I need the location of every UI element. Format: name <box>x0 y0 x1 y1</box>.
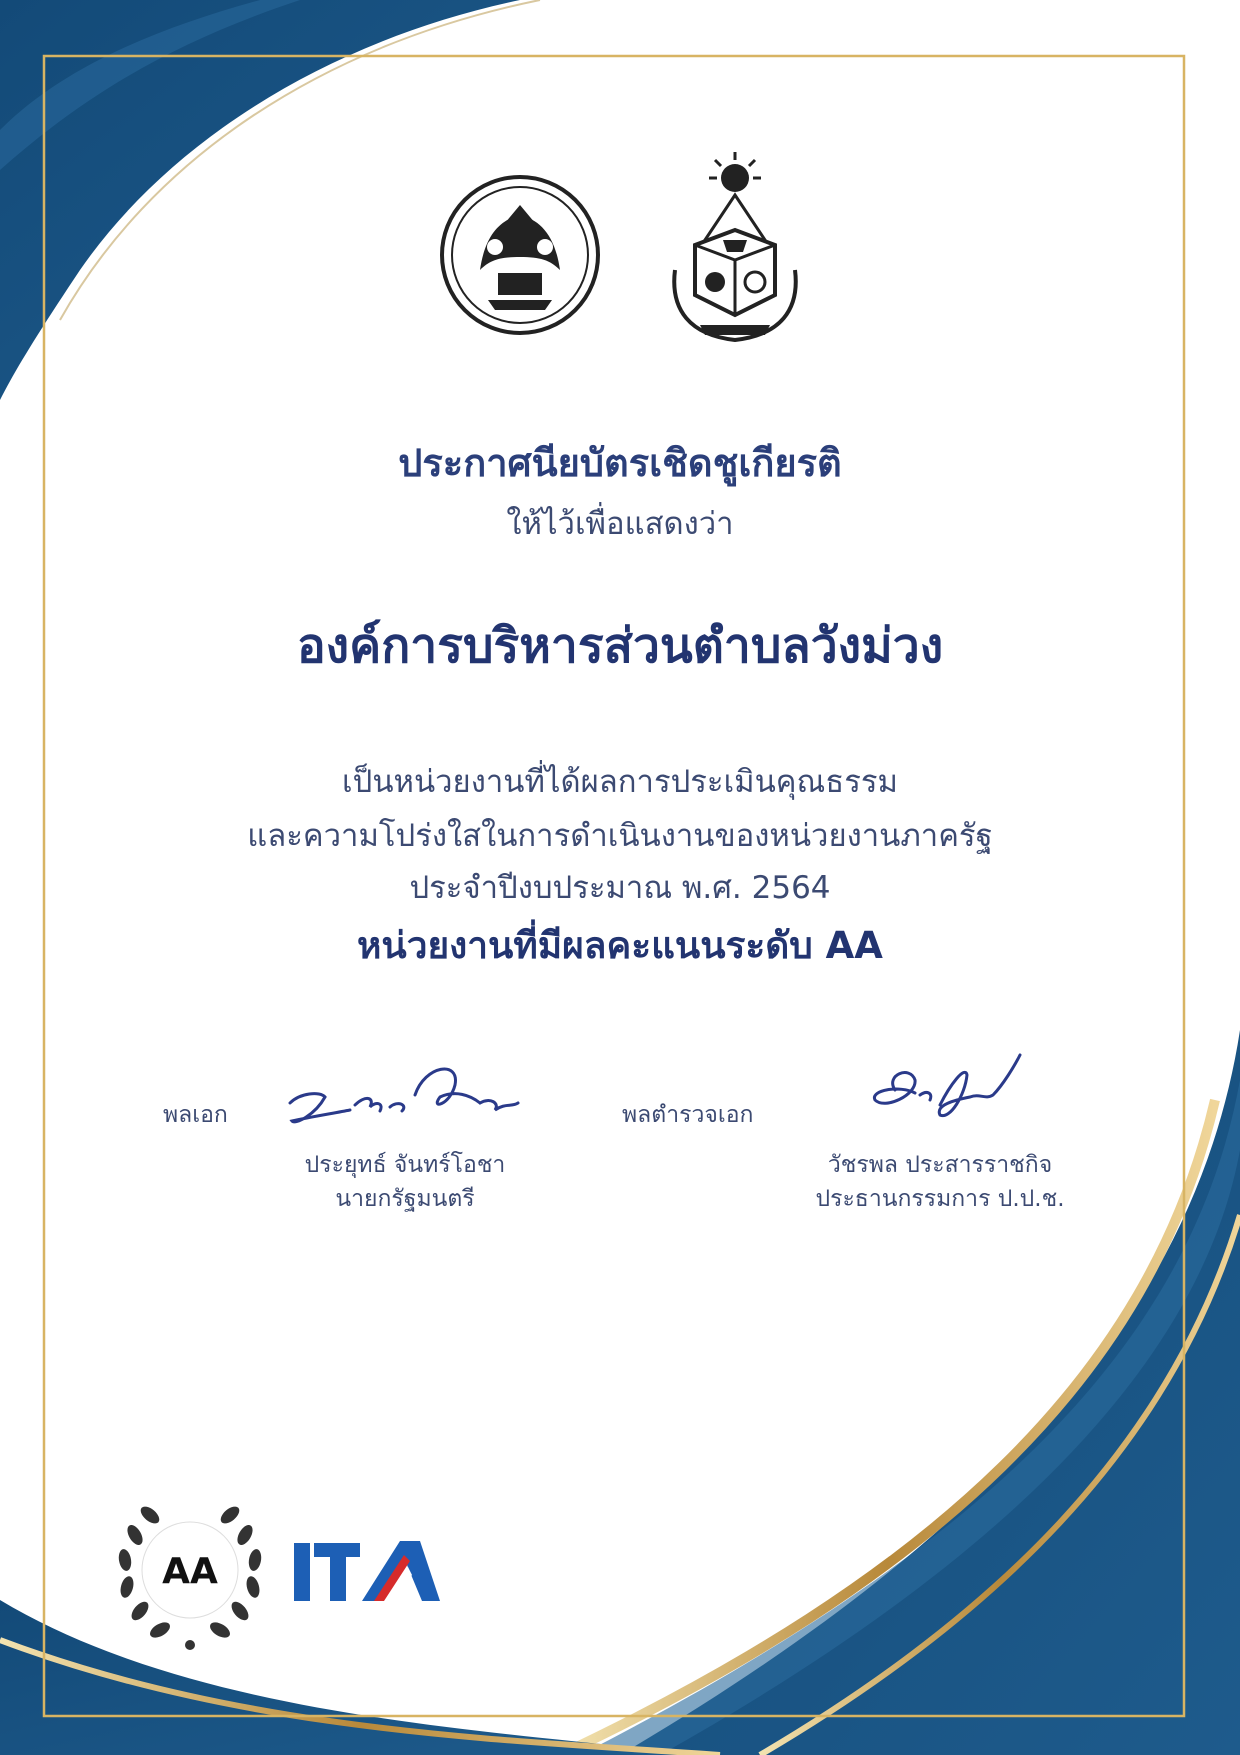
aa-laurel-badge-icon <box>105 1485 275 1655</box>
signatory-2-name: วัชรพล ประสารราชกิจ <box>827 1152 1053 1178</box>
rating-level: หน่วยงานที่มีผลคะแนนระดับ AA <box>357 924 883 967</box>
aa-badge-text: AA <box>162 1551 218 1592</box>
bottom-right-swoosh <box>620 1030 1240 1755</box>
organization-name: องค์การบริหารส่วนตำบลวังม่วง <box>296 618 944 674</box>
signatory-1-name: ประยุทธ์ จันทร์โอชา <box>304 1152 506 1178</box>
signatory-1-position: นายกรัฐมนตรี <box>335 1186 475 1212</box>
signatory-2-position: ประธานกรรมการ ป.ป.ช. <box>815 1186 1065 1212</box>
signature-2 <box>855 1045 1045 1135</box>
signature-1 <box>280 1055 530 1135</box>
certificate-subtitle: ให้ไว้เพื่อแสดงว่า <box>506 506 734 542</box>
signatory-1-rank: พลเอก <box>163 1102 228 1128</box>
body-line-2: และความโปร่งใสในการดำเนินงานของหน่วยงานภาครัฐ <box>247 818 993 854</box>
certificate-title: ประกาศนียบัตรเชิดชูเกียรติ <box>398 441 842 485</box>
body-line-3: ประจำปีงบประมาณ พ.ศ. 2564 <box>409 870 831 906</box>
signatory-2-rank: พลตำรวจเอก <box>622 1102 754 1128</box>
body-line-1: เป็นหน่วยงานที่ได้ผลการประเมินคุณธรรม <box>342 764 898 800</box>
nacc-emblem-icon <box>665 150 805 350</box>
garuda-seal-icon <box>440 175 600 335</box>
ita-logo-icon <box>292 1535 442 1605</box>
